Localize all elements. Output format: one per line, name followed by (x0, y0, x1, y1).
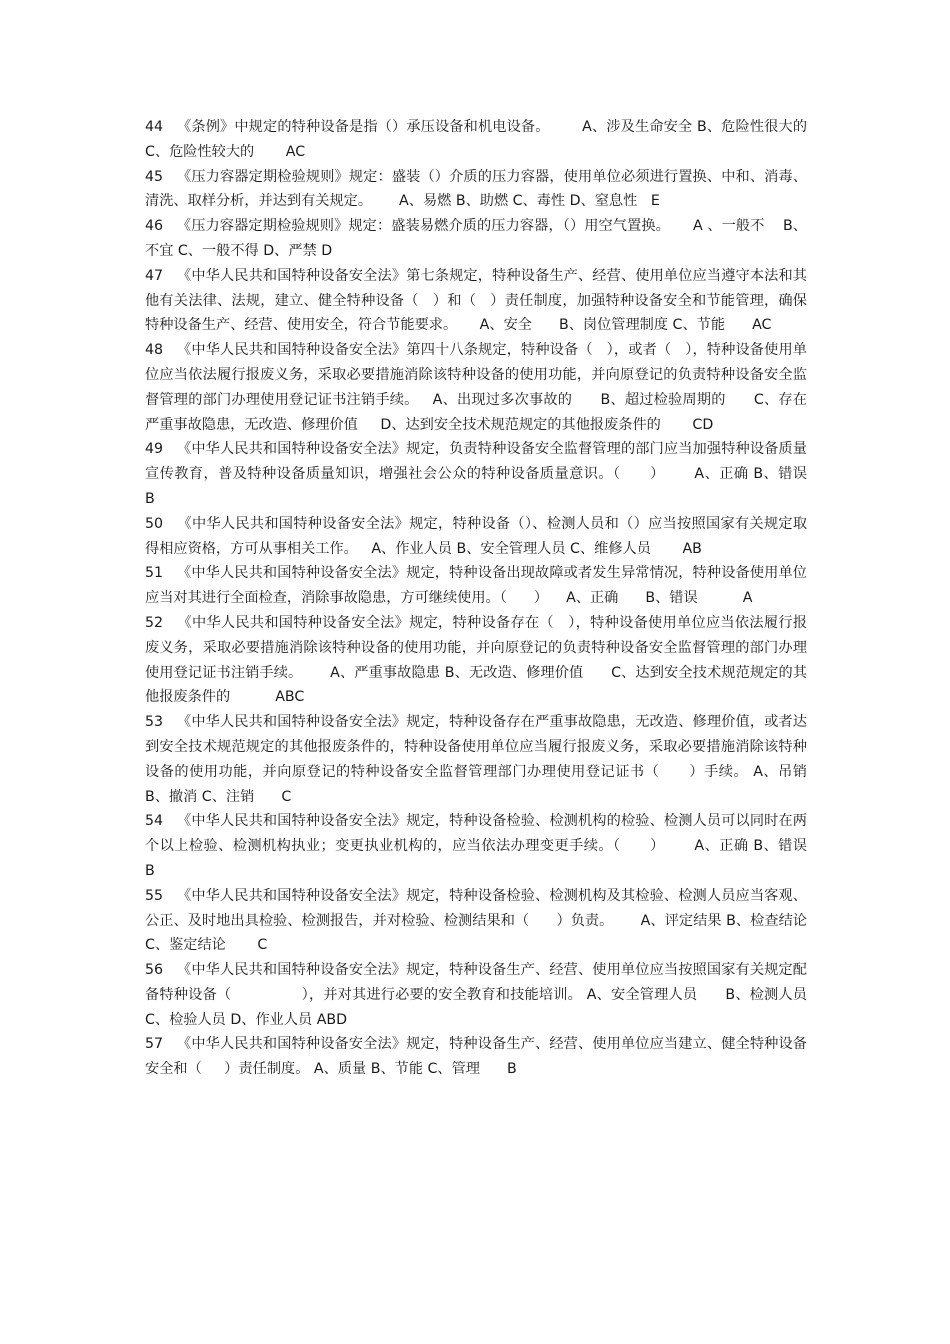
question-text: 《条例》中规定的特种设备是指（）承压设备和机电设备。 A、涉及生命安全 B、危险性很大的 C、危险性较大的 AC (145, 119, 835, 160)
question-text: 《中华人民共和国特种设备安全法》规定，特种设备检验、检测机构的检验、检测人员可以同时在两个以上检验、检测机构执业；变更执业机构的，应当依法办理变更手续。（ ） A、正确 B、错误 B (145, 813, 853, 879)
question-57 (145, 1032, 807, 1082)
question-text: 《中华人民共和国特种设备安全法》规定，特种设备出现故障或者发生异常情况，特种设备使用单位应当对其进行全面检查，消除事故隐患，方可继续使用。（ ） A、正确 B、错误 A (145, 565, 807, 607)
question-55 (145, 884, 812, 958)
question-number: 54 (145, 813, 164, 830)
question-number: 49 (145, 441, 164, 458)
question-number: 52 (145, 614, 164, 631)
question-54 (145, 809, 853, 883)
question-text: 《中华人民共和国特种设备安全法》规定，特种设备生产、经营、使用单位应当按照国家有关规定配备特种设备（ ），并对其进行必要的安全教育和技能培训。 A、安全管理人员 B、检测人员 C、检验人员 D、作业人员 ABD (145, 962, 812, 1028)
question-text: 《压力容器定期检验规则》规定：盛装（）介质的压力容器，使用单位必须进行置换、中和、消毒、清洗、取样分析，并达到有关规定。 A、易燃 B、助燃 C、毒性 D、窒息性 E (145, 168, 807, 210)
question-48 (145, 338, 807, 437)
question-44 (145, 115, 835, 165)
question-56 (145, 958, 812, 1032)
question-text: 《中华人民共和国特种设备安全法》规定，负责特种设备安全监督管理的部门应当加强特种设备质量宣传教育，普及特种设备质量知识，增强社会公众的特种设备质量意识。（ ） A、正确 B、错误 B (145, 441, 853, 507)
question-number: 51 (145, 565, 164, 582)
question-45 (145, 165, 807, 215)
question-53 (145, 710, 835, 809)
question-text: 《中华人民共和国特种设备安全法》规定，特种设备存在严重事故隐患，无改造、修理价值，或者达到安全技术规范规定的其他报废条件的，特种设备使用单位应当履行报废义务，采取必要措施消除该特种设备的使用功能，并向原登记的特种设备安全监督管理部门办理使用登记证书（ ）手续。 A、吊销 B、撤消 C、注销 C (145, 714, 835, 805)
question-number: 47 (145, 267, 164, 284)
document-body (145, 115, 853, 1082)
question-text: 《中华人民共和国特种设备安全法》规定，特种设备（）、检测人员和（）应当按照国家有关规定取得相应资格，方可从事相关工作。 A、作业人员 B、安全管理人员 C、维修人员 AB (145, 515, 808, 557)
question-text: 《中华人民共和国特种设备安全法》第七条规定，特种设备生产、经营、使用单位应当遵守本法和其他有关法律、法规，建立、健全特种设备（ ）和（ ）责任制度，加强特种设备安全和节能管理，确保特种设备生产、经营、使用安全，符合节能要求。 A、安全 B、岗位管理制度 C、节能 AC (145, 267, 807, 334)
question-number: 57 (145, 1036, 164, 1053)
question-number: 48 (145, 342, 164, 359)
question-50 (145, 512, 807, 562)
question-number: 56 (145, 962, 164, 979)
question-text: 《中华人民共和国特种设备安全法》规定，特种设备存在（ ），特种设备使用单位应当依法履行报废义务，采取必要措施消除该特种设备的使用功能，并向原登记的负责特种设备安全监督管理的部门办理使用登记证书注销手续。 A、严重事故隐患 B、无改造、修理价值 C、达到安全技术规范规定的其他报废条件的 ABC (145, 614, 808, 706)
question-number: 53 (145, 714, 164, 731)
question-number: 45 (145, 168, 164, 185)
question-number: 55 (145, 887, 164, 904)
question-51 (145, 561, 807, 611)
question-number: 46 (145, 218, 164, 235)
question-text: 《中华人民共和国特种设备安全法》规定，特种设备生产、经营、使用单位应当建立、健全特种设备安全和（ ）责任制度。 A、质量 B、节能 C、管理 B (145, 1036, 807, 1078)
question-52 (145, 611, 807, 710)
question-47 (145, 264, 807, 338)
question-46 (145, 214, 807, 264)
question-49 (145, 437, 853, 511)
question-number: 44 (145, 119, 164, 135)
question-text: 《中华人民共和国特种设备安全法》第四十八条规定，特种设备（ ），或者（ ），特种设备使用单位应当依法履行报废义务，采取必要措施消除该特种设备的使用功能，并向原登记的负责特种设备安全监督管理的部门办理使用登记证书注销手续。 A、出现过多次事故的 B、超过检验周期的 C、存在严重事故隐患，无改造、修理价值 D、达到安全技术规范规定的其他报废条件的 CD (145, 342, 807, 433)
question-text: 《中华人民共和国特种设备安全法》规定，特种设备检验、检测机构及其检验、检测人员应当客观、公正、及时地出具检验、检测报告，并对检验、检测结果和（ ）负责。 A、评定结果 B、检查结论 C、鉴定结论 C (145, 887, 812, 954)
question-number: 50 (145, 515, 164, 532)
question-text: 《压力容器定期检验规则》规定：盛装易燃介质的压力容器，（）用空气置换。 A 、一般不 B、不宜 C、一般不得 D、严禁 D (145, 218, 807, 259)
